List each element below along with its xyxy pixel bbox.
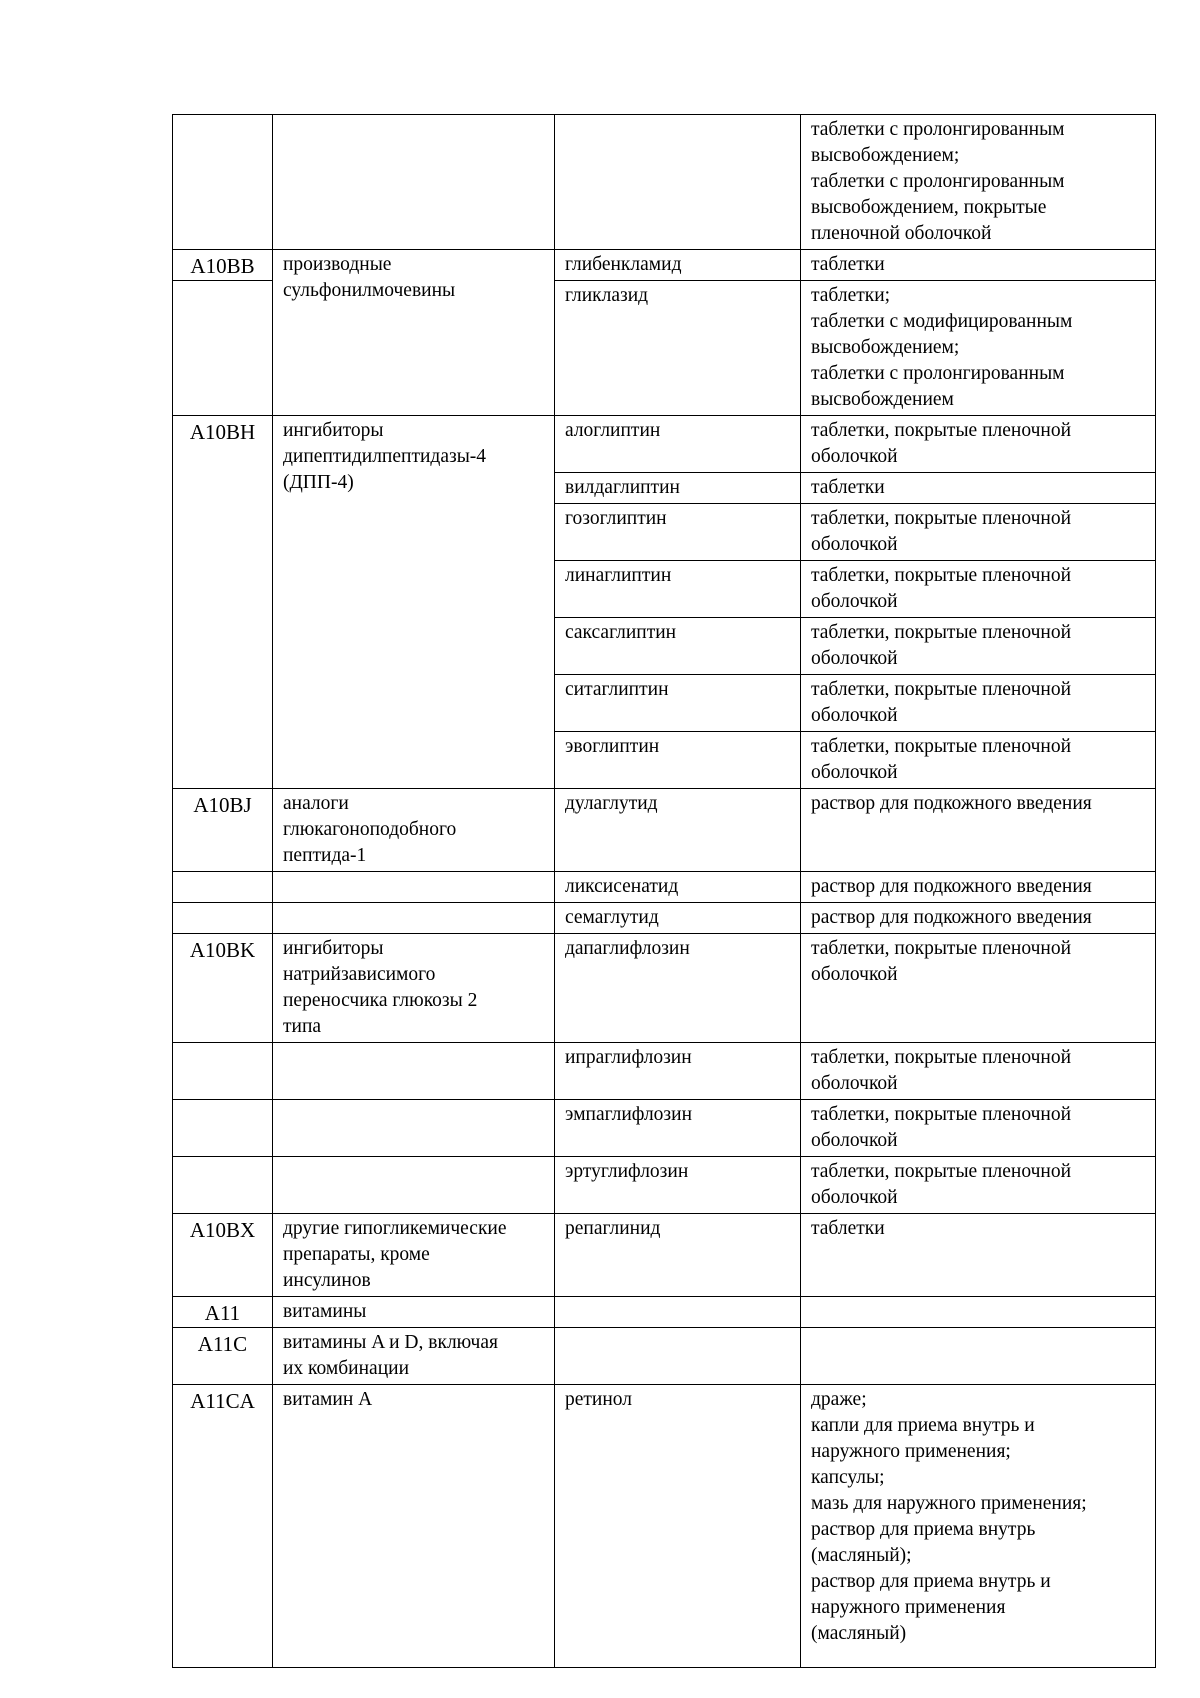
table-row bbox=[173, 1043, 1156, 1100]
drug-name-cell: линаглиптин bbox=[555, 561, 801, 618]
group-name-cell bbox=[273, 1043, 555, 1100]
table-row bbox=[173, 1328, 1156, 1385]
atc-code-cell bbox=[173, 872, 273, 903]
dosage-form-cell: раствор для подкожного введения bbox=[801, 903, 1156, 934]
atc-code-cell bbox=[173, 281, 273, 416]
drug-name-cell: ретинол bbox=[555, 1385, 801, 1668]
table-row bbox=[173, 1297, 1156, 1328]
table-row bbox=[173, 1100, 1156, 1157]
dosage-form-cell: таблетки, покрытые пленочной оболочкой bbox=[801, 732, 1156, 789]
drug-name-cell: дапаглифлозин bbox=[555, 934, 801, 1043]
drug-name-cell: дулаглутид bbox=[555, 789, 801, 872]
drug-name-cell: глибенкламид bbox=[555, 250, 801, 281]
group-name-cell bbox=[273, 903, 555, 934]
group-name-cell: ингибиторы натрийзависимого переносчика глюкозы 2 типа bbox=[273, 934, 555, 1043]
drug-name-cell bbox=[555, 1328, 801, 1385]
atc-code-cell bbox=[173, 1157, 273, 1214]
atc-code-cell: A10BK bbox=[173, 934, 273, 1043]
group-name-cell bbox=[273, 1157, 555, 1214]
group-name-cell: витамины A и D, включая их комбинации bbox=[273, 1328, 555, 1385]
table-row bbox=[173, 789, 1156, 872]
drug-name-cell: ипраглифлозин bbox=[555, 1043, 801, 1100]
atc-code-cell: A10BX bbox=[173, 1214, 273, 1297]
drug-name-cell: репаглинид bbox=[555, 1214, 801, 1297]
dosage-form-cell: раствор для подкожного введения bbox=[801, 789, 1156, 872]
drug-name-cell: вилдаглиптин bbox=[555, 473, 801, 504]
atc-code-cell: A11CA bbox=[173, 1385, 273, 1668]
dosage-form-cell: таблетки, покрытые пленочной оболочкой bbox=[801, 1157, 1156, 1214]
atc-code-cell: A10BH bbox=[173, 416, 273, 789]
dosage-form-cell: таблетки, покрытые пленочной оболочкой bbox=[801, 416, 1156, 473]
drug-name-cell: алоглиптин bbox=[555, 416, 801, 473]
drug-name-cell: гликлазид bbox=[555, 281, 801, 416]
dosage-form-cell: раствор для подкожного введения bbox=[801, 872, 1156, 903]
drug-name-cell: эмпаглифлозин bbox=[555, 1100, 801, 1157]
table-row bbox=[173, 250, 1156, 281]
dosage-form-cell: таблетки, покрытые пленочной оболочкой bbox=[801, 561, 1156, 618]
group-name-cell: аналоги глюкагоноподобного пептида-1 bbox=[273, 789, 555, 872]
group-name-cell: другие гипогликемические препараты, кроме инсулинов bbox=[273, 1214, 555, 1297]
atc-code-cell: A11 bbox=[173, 1297, 273, 1328]
dosage-form-cell: таблетки; таблетки с модифицированным высвобождением; таблетки с пролонгированным высвобождением bbox=[801, 281, 1156, 416]
drug-name-cell: семаглутид bbox=[555, 903, 801, 934]
dosage-form-cell: драже; капли для приема внутрь и наружного применения; капсулы; мазь для наружного применения; раствор для приема внутрь (масляный); раствор для приема внутрь и наружного применения (масляный) bbox=[801, 1385, 1156, 1668]
drug-name-cell: эвоглиптин bbox=[555, 732, 801, 789]
group-name-cell: ингибиторы дипептидилпептидазы-4 (ДПП-4) bbox=[273, 416, 555, 789]
drug-name-cell: саксаглиптин bbox=[555, 618, 801, 675]
drug-name-cell bbox=[555, 115, 801, 250]
dosage-form-cell: таблетки с пролонгированным высвобождением; таблетки с пролонгированным высвобождением, покрытые пленочной оболочкой bbox=[801, 115, 1156, 250]
table-row bbox=[173, 934, 1156, 1043]
dosage-form-cell: таблетки, покрытые пленочной оболочкой bbox=[801, 1043, 1156, 1100]
dosage-form-cell: таблетки, покрытые пленочной оболочкой bbox=[801, 618, 1156, 675]
atc-code-cell: A11C bbox=[173, 1328, 273, 1385]
drug-list-table bbox=[172, 114, 1156, 1668]
drug-name-cell: ситаглиптин bbox=[555, 675, 801, 732]
atc-code-cell bbox=[173, 115, 273, 250]
atc-code-cell: A10BJ bbox=[173, 789, 273, 872]
dosage-form-cell bbox=[801, 1328, 1156, 1385]
dosage-form-cell: таблетки, покрытые пленочной оболочкой bbox=[801, 934, 1156, 1043]
drug-name-cell bbox=[555, 1297, 801, 1328]
atc-code-cell bbox=[173, 903, 273, 934]
atc-code-cell bbox=[173, 1043, 273, 1100]
dosage-form-cell bbox=[801, 1297, 1156, 1328]
group-name-cell: витамины bbox=[273, 1297, 555, 1328]
group-name-cell bbox=[273, 1100, 555, 1157]
table-row bbox=[173, 1157, 1156, 1214]
drug-name-cell: гозоглиптин bbox=[555, 504, 801, 561]
table-row bbox=[173, 416, 1156, 473]
atc-code-cell bbox=[173, 1100, 273, 1157]
table-row bbox=[173, 115, 1156, 250]
dosage-form-cell: таблетки, покрытые пленочной оболочкой bbox=[801, 504, 1156, 561]
dosage-form-cell: таблетки bbox=[801, 250, 1156, 281]
table-row bbox=[173, 872, 1156, 903]
table-row bbox=[173, 903, 1156, 934]
atc-code-cell: A10BB bbox=[173, 250, 273, 281]
dosage-form-cell: таблетки, покрытые пленочной оболочкой bbox=[801, 675, 1156, 732]
dosage-form-cell: таблетки, покрытые пленочной оболочкой bbox=[801, 1100, 1156, 1157]
table-row bbox=[173, 1385, 1156, 1668]
group-name-cell: производные сульфонилмочевины bbox=[273, 250, 555, 416]
drug-name-cell: эртуглифлозин bbox=[555, 1157, 801, 1214]
drug-name-cell: ликсисенатид bbox=[555, 872, 801, 903]
group-name-cell: витамин A bbox=[273, 1385, 555, 1668]
group-name-cell bbox=[273, 115, 555, 250]
dosage-form-cell: таблетки bbox=[801, 1214, 1156, 1297]
group-name-cell bbox=[273, 872, 555, 903]
table-row bbox=[173, 1214, 1156, 1297]
dosage-form-cell: таблетки bbox=[801, 473, 1156, 504]
